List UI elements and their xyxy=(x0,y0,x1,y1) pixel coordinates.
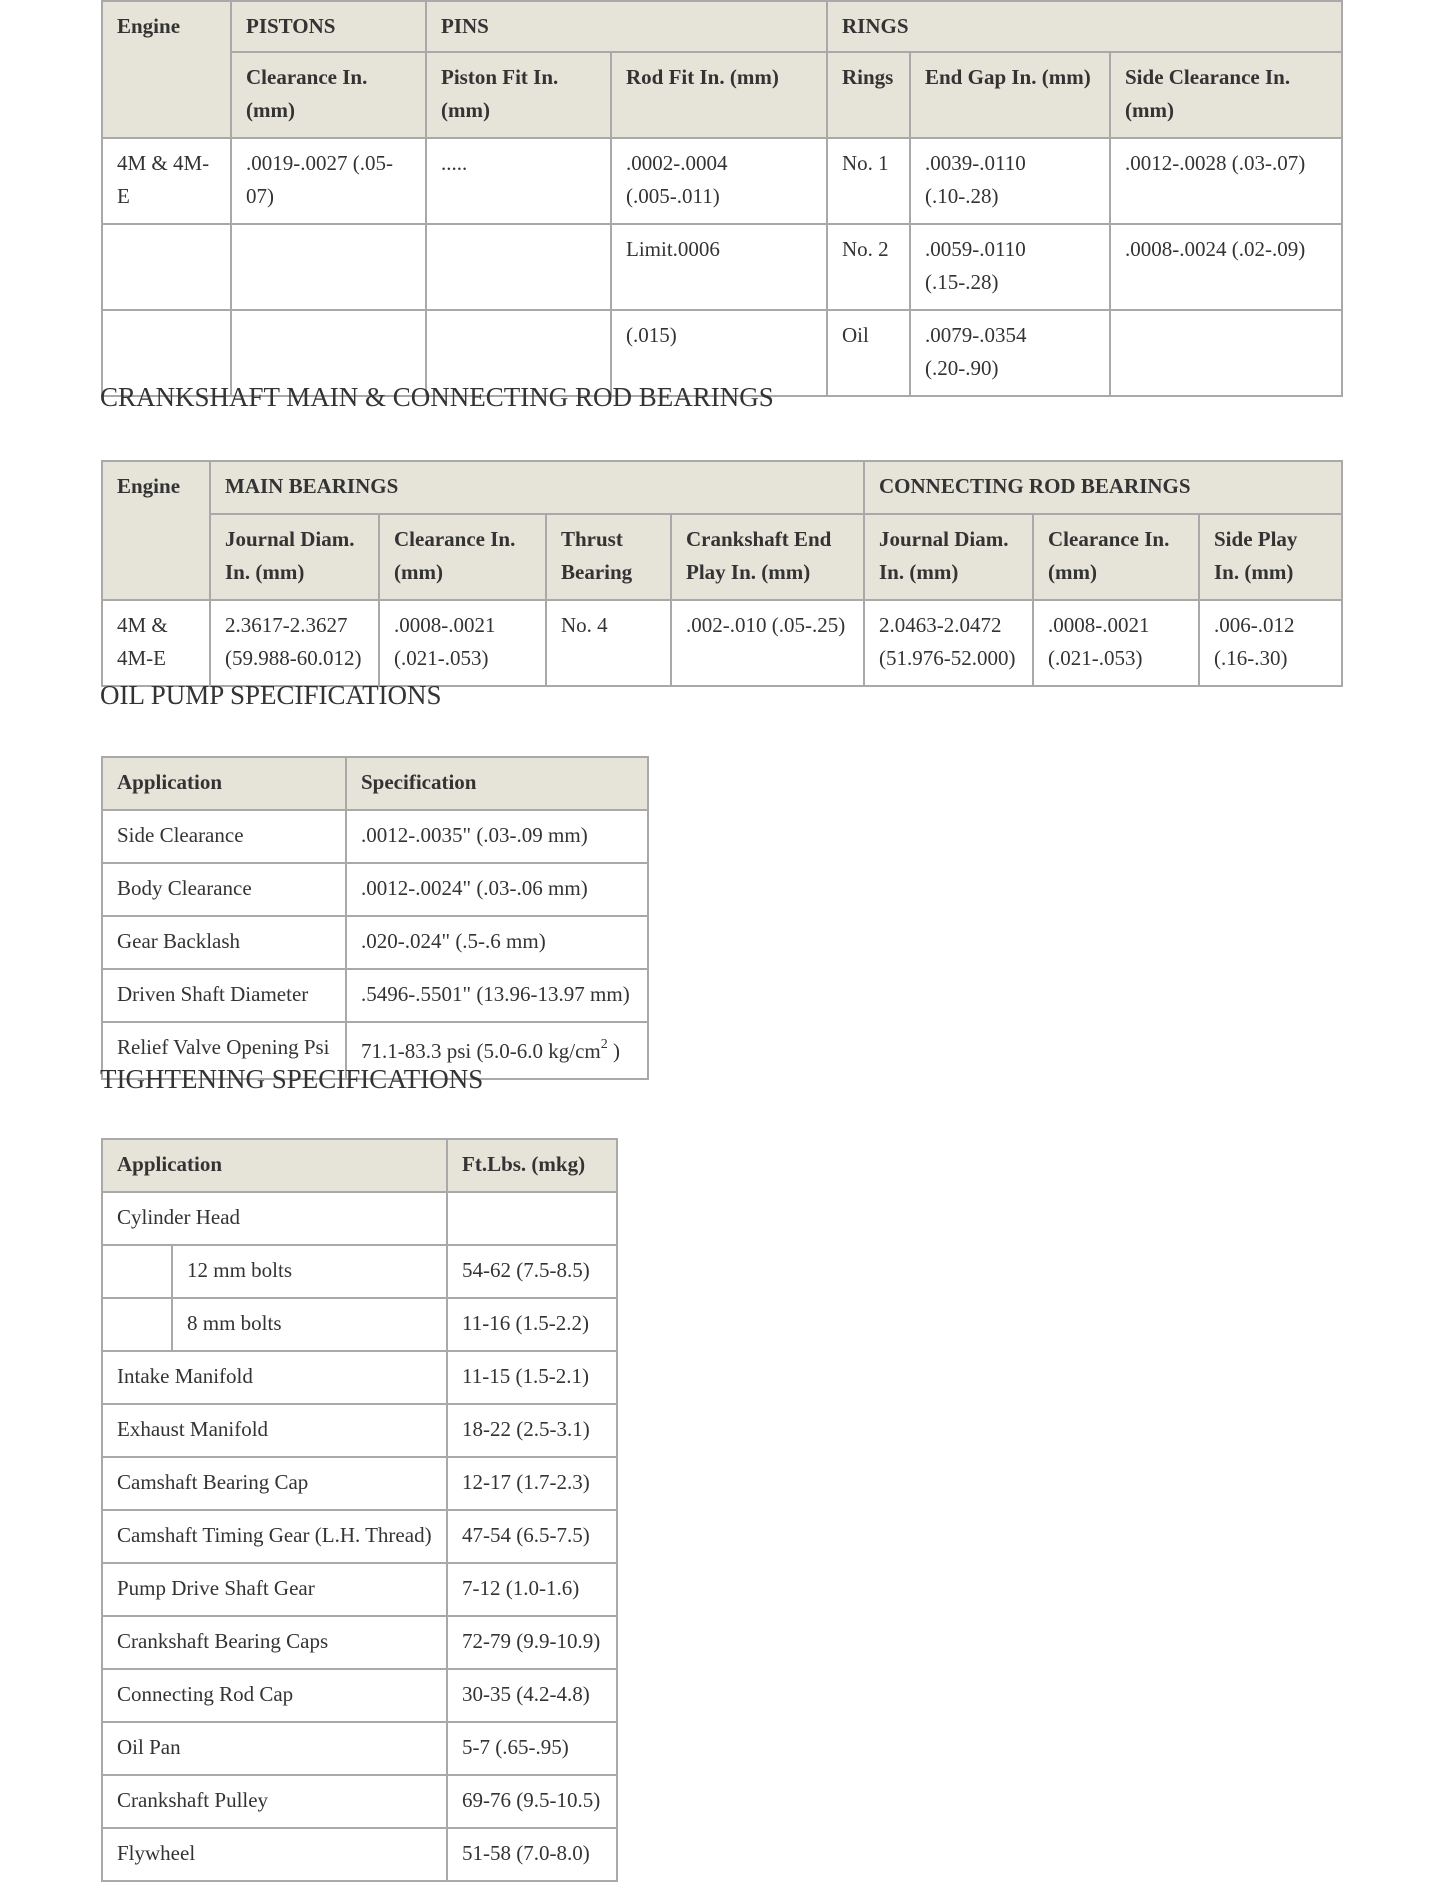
application-cell: Pump Drive Shaft Gear xyxy=(102,1563,447,1616)
engine-cell: 4M & 4M-E xyxy=(102,138,231,224)
rod-clearance-header: Clearance In. (mm) xyxy=(1033,514,1199,600)
rings-header: Rings xyxy=(827,52,910,138)
application-cell: Intake Manifold xyxy=(102,1351,447,1404)
clearance-cell xyxy=(231,224,426,310)
application-cell: Driven Shaft Diameter xyxy=(102,969,346,1022)
ring-cell: No. 2 xyxy=(827,224,910,310)
spec-text-end: ) xyxy=(607,1039,620,1063)
connecting-rod-bearings-header: CONNECTING ROD BEARINGS xyxy=(864,461,1342,514)
rod-clearance-cell: .0008-.0021 (.021-.053) xyxy=(1033,600,1199,686)
pistons-group-header: PISTONS xyxy=(231,1,426,52)
side-clearance-cell: .0012-.0028 (.03-.07) xyxy=(1110,138,1342,224)
engine-cell: 4M & 4M-E xyxy=(102,600,210,686)
table-row xyxy=(102,1404,617,1457)
side-clearance-header: Side Clearance In. (mm) xyxy=(1110,52,1342,138)
application-cell: Camshaft Bearing Cap xyxy=(102,1457,447,1510)
thrust-bearing-header: Thrust Bearing xyxy=(546,514,671,600)
rod-fit-header: Rod Fit In. (mm) xyxy=(611,52,827,138)
indent-cell xyxy=(102,1245,172,1298)
application-cell: Relief Valve Opening Psi xyxy=(102,1022,346,1079)
main-journal-header: Journal Diam. In. (mm) xyxy=(210,514,379,600)
value-cell: 5-7 (.65-.95) xyxy=(447,1722,617,1775)
table-row xyxy=(102,600,1342,686)
clearance-header: Clearance In. (mm) xyxy=(231,52,426,138)
table-row xyxy=(102,224,1342,310)
spec-cell: .0012-.0024" (.03-.06 mm) xyxy=(346,863,648,916)
table-row xyxy=(102,1298,617,1351)
ring-cell: No. 1 xyxy=(827,138,910,224)
table-row xyxy=(102,1245,617,1298)
rings-group-header: RINGS xyxy=(827,1,1342,52)
thrust-cell: No. 4 xyxy=(546,600,671,686)
application-cell: Cylinder Head xyxy=(102,1192,447,1245)
clearance-cell: .0019-.0027 (.05-07) xyxy=(231,138,426,224)
value-cell: 11-16 (1.5-2.2) xyxy=(447,1298,617,1351)
table-row xyxy=(102,810,648,863)
pistons-pins-rings-table xyxy=(101,0,1343,397)
rod-fit-cell: (.015) xyxy=(611,310,827,396)
piston-fit-cell xyxy=(426,224,611,310)
side-clearance-cell xyxy=(1110,310,1342,396)
value-cell: 72-79 (9.9-10.9) xyxy=(447,1616,617,1669)
application-cell: Body Clearance xyxy=(102,863,346,916)
side-clearance-cell: .0008-.0024 (.02-.09) xyxy=(1110,224,1342,310)
value-cell: 18-22 (2.5-3.1) xyxy=(447,1404,617,1457)
rod-fit-cell: .0002-.0004 (.005-.011) xyxy=(611,138,827,224)
tightening-section-title: TIGHTENING SPECIFICATIONS xyxy=(100,1064,484,1094)
table-row xyxy=(102,1828,617,1881)
value-cell: 47-54 (6.5-7.5) xyxy=(447,1510,617,1563)
application-cell: Oil Pan xyxy=(102,1722,447,1775)
spec-cell: .020-.024" (.5-.6 mm) xyxy=(346,916,648,969)
end-gap-cell: .0039-.0110 (.10-.28) xyxy=(910,138,1110,224)
sub-application-cell: 8 mm bolts xyxy=(172,1298,447,1351)
application-cell: Connecting Rod Cap xyxy=(102,1669,447,1722)
table-row xyxy=(102,1351,617,1404)
value-cell: 54-62 (7.5-8.5) xyxy=(447,1245,617,1298)
value-cell: 51-58 (7.0-8.0) xyxy=(447,1828,617,1881)
value-cell: 30-35 (4.2-4.8) xyxy=(447,1669,617,1722)
application-cell: Crankshaft Bearing Caps xyxy=(102,1616,447,1669)
end-gap-cell: .0079-.0354 (.20-.90) xyxy=(910,310,1110,396)
application-cell: Exhaust Manifold xyxy=(102,1404,447,1457)
end-play-header: Crankshaft End Play In. (mm) xyxy=(671,514,864,600)
application-header: Application xyxy=(102,757,346,810)
table-row xyxy=(102,1775,617,1828)
piston-fit-cell: ..... xyxy=(426,138,611,224)
specification-header: Specification xyxy=(346,757,648,810)
application-cell: Flywheel xyxy=(102,1828,447,1881)
torque-header: Ft.Lbs. (mkg) xyxy=(447,1139,617,1192)
indent-cell xyxy=(102,1298,172,1351)
engine-cell xyxy=(102,224,231,310)
sub-application-cell: 12 mm bolts xyxy=(172,1245,447,1298)
table-row xyxy=(102,1616,617,1669)
table-row xyxy=(102,863,648,916)
table-row xyxy=(102,1510,617,1563)
engine-header: Engine xyxy=(102,461,210,600)
crankshaft-section-title: CRANKSHAFT MAIN & CONNECTING ROD BEARINGS xyxy=(100,382,774,412)
main-journal-cell: 2.3617-2.3627 (59.988-60.012) xyxy=(210,600,379,686)
value-cell xyxy=(447,1192,617,1245)
oil-pump-table xyxy=(101,756,649,1080)
pins-group-header: PINS xyxy=(426,1,827,52)
oil-pump-section-title: OIL PUMP SPECIFICATIONS xyxy=(100,680,442,710)
application-cell: Side Clearance xyxy=(102,810,346,863)
table-row xyxy=(102,1192,617,1245)
spec-superscript: 2 xyxy=(600,1037,608,1052)
table-row xyxy=(102,1457,617,1510)
spec-cell: .5496-.5501" (13.96-13.97 mm) xyxy=(346,969,648,1022)
crankshaft-bearings-table xyxy=(101,460,1343,687)
piston-fit-header: Piston Fit In. (mm) xyxy=(426,52,611,138)
value-cell: 11-15 (1.5-2.1) xyxy=(447,1351,617,1404)
ring-cell: Oil xyxy=(827,310,910,396)
spec-text: 71.1-83.3 psi (5.0-6.0 kg/cm xyxy=(361,1039,601,1063)
side-play-cell: .006-.012 (.16-.30) xyxy=(1199,600,1342,686)
application-cell: Crankshaft Pulley xyxy=(102,1775,447,1828)
end-gap-header: End Gap In. (mm) xyxy=(910,52,1110,138)
rod-journal-cell: 2.0463-2.0472 (51.976-52.000) xyxy=(864,600,1033,686)
table-row xyxy=(102,1722,617,1775)
end-gap-cell: .0059-.0110 (.15-.28) xyxy=(910,224,1110,310)
table-row xyxy=(102,969,648,1022)
value-cell: 12-17 (1.7-2.3) xyxy=(447,1457,617,1510)
main-bearings-header: MAIN BEARINGS xyxy=(210,461,864,514)
table-row xyxy=(102,916,648,969)
value-cell: 7-12 (1.0-1.6) xyxy=(447,1563,617,1616)
end-play-cell: .002-.010 (.05-.25) xyxy=(671,600,864,686)
table-row xyxy=(102,138,1342,224)
tightening-specs-table xyxy=(101,1138,618,1882)
value-cell: 69-76 (9.5-10.5) xyxy=(447,1775,617,1828)
main-clearance-cell: .0008-.0021 (.021-.053) xyxy=(379,600,546,686)
rod-journal-header: Journal Diam. In. (mm) xyxy=(864,514,1033,600)
spec-cell: .0012-.0035" (.03-.09 mm) xyxy=(346,810,648,863)
engine-header: Engine xyxy=(102,1,231,138)
application-cell: Gear Backlash xyxy=(102,916,346,969)
side-play-header: Side Play In. (mm) xyxy=(1199,514,1342,600)
application-header: Application xyxy=(102,1139,447,1192)
rod-fit-cell: Limit.0006 xyxy=(611,224,827,310)
application-cell: Camshaft Timing Gear (L.H. Thread) xyxy=(102,1510,447,1563)
main-clearance-header: Clearance In. (mm) xyxy=(379,514,546,600)
table-row xyxy=(102,1563,617,1616)
table-row xyxy=(102,1669,617,1722)
